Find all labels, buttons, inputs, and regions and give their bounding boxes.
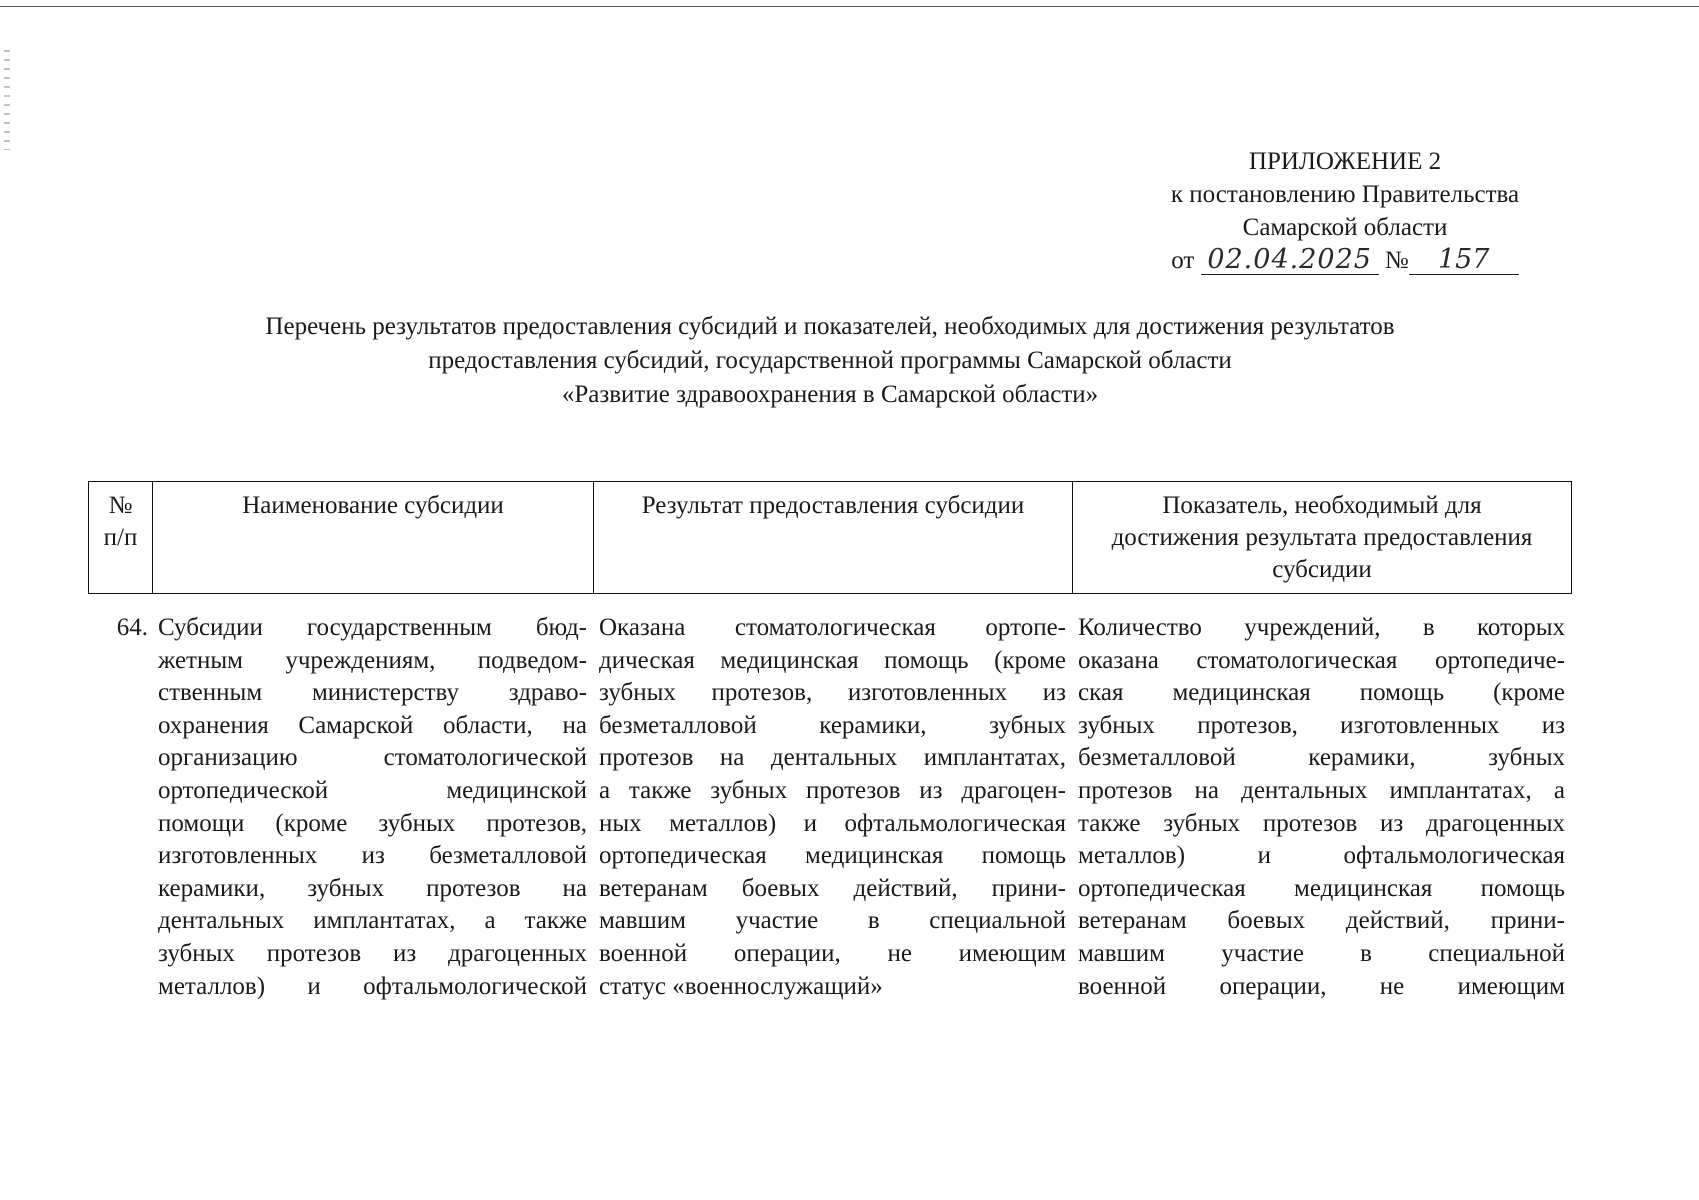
text-line: ортопедическая медицинская помощь [599, 842, 1066, 870]
appendix-reference: к постановлению Правительства [1170, 181, 1520, 208]
text-line: мавшим участие в специальной [1078, 939, 1565, 967]
table-body [88, 612, 1571, 1003]
text-line: ветеранам боевых действий, прини- [1078, 907, 1565, 935]
text-line: также зубных протезов из драгоценных [1078, 809, 1565, 837]
text-line: организацию стоматологической [158, 744, 587, 772]
title-line-2: предоставления субсидий, государственной программы Самарской области [428, 347, 1232, 374]
text-line: жетным учреждениям, подведом- [158, 646, 587, 674]
header-indicator-line-2: достижения результата предоставления [1111, 524, 1533, 551]
text-line: протезов на дентальных имплантатах, [599, 744, 1066, 772]
text-line: военной операции, не имеющим [1078, 972, 1565, 1000]
row-indicator [1072, 612, 1571, 1003]
text-line: оказана стоматологическая ортопедиче- [1078, 646, 1565, 674]
header-number [89, 482, 153, 594]
text-line: ственным министерству здраво- [158, 679, 587, 707]
text-line: а также зубных протезов из драгоцен- [599, 776, 1066, 804]
document-title [150, 310, 1510, 412]
header-number-abbr: п/п [103, 524, 138, 551]
header-subsidy-name: Наименование субсидии [153, 482, 594, 594]
row-subsidy-name [152, 612, 593, 1003]
text-line: протезов на дентальных имплантатах, а [1078, 776, 1565, 804]
title-line-3: «Развитие здравоохранения в Самарской области» [561, 381, 1099, 408]
text-line: охранения Самарской области, на [158, 711, 587, 739]
text-line: помощи (кроме зубных протезов, [158, 809, 587, 837]
text-line: безметалловой керамики, зубных [1078, 744, 1565, 772]
text-line: металлов) и офтальмологическая [1078, 842, 1565, 870]
text-line: ветеранам боевых действий, прини- [599, 874, 1066, 902]
scan-top-edge-line [0, 6, 1699, 7]
scan-margin-marks [4, 50, 10, 150]
appendix-header [1120, 145, 1570, 277]
text-line: ортопедической медицинской [158, 776, 587, 804]
header-number-sign: № [108, 492, 133, 519]
header-indicator-line-1: Показатель, необходимый для [1162, 492, 1482, 519]
appendix-title: ПРИЛОЖЕНИЕ 2 [1248, 148, 1442, 175]
date-prefix: от [1171, 247, 1195, 274]
row-subsidy-result [593, 612, 1072, 1003]
text-line: металлов) и офтальмологической [158, 972, 587, 1000]
number-label: № [1384, 247, 1409, 274]
appendix-region: Самарской области [1242, 214, 1448, 241]
header-subsidy-result: Результат предоставления субсидии [594, 482, 1073, 594]
table-row [88, 612, 1571, 1003]
text-line: безметалловой керамики, зубных [599, 711, 1066, 739]
appendix-date-number-line [1120, 244, 1570, 277]
header-row [89, 482, 1572, 594]
text-line: ортопедическая медицинская помощь [1078, 874, 1565, 902]
text-line: изготовленных из безметалловой [158, 842, 587, 870]
text-line: Оказана стоматологическая ортопе- [599, 614, 1066, 641]
header-indicator [1073, 482, 1572, 594]
text-line: зубных протезов, изготовленных из [1078, 711, 1565, 739]
header-indicator-line-3: субсидии [1272, 556, 1372, 583]
text-line: ных металлов) и офтальмологическая [599, 809, 1066, 837]
text-line: Субсидии государственным бюд- [158, 614, 587, 641]
handwritten-number: 157 [1409, 246, 1519, 275]
text-line: зубных протезов из драгоценных [158, 939, 587, 967]
text-line: мавшим участие в специальной [599, 907, 1066, 935]
text-line: керамики, зубных протезов на [158, 874, 587, 902]
title-line-1: Перечень результатов предоставления субсидий и показателей, необходимых для достижения результатов [265, 313, 1395, 340]
text-line: статус «военнослужащий» [599, 972, 883, 1000]
text-line: дентальных имплантатах, а также [158, 907, 587, 935]
text-line: Количество учреждений, в которых [1078, 614, 1565, 641]
text-line: военной операции, не имеющим [599, 939, 1066, 967]
table-header [88, 481, 1572, 594]
text-line: ская медицинская помощь (кроме [1078, 679, 1565, 707]
text-line: зубных протезов, изготовленных из [599, 679, 1066, 707]
row-number: 64. [116, 614, 148, 641]
text-line: дическая медицинская помощь (кроме [599, 646, 1066, 674]
handwritten-date: 02.04.2025 [1201, 246, 1379, 275]
